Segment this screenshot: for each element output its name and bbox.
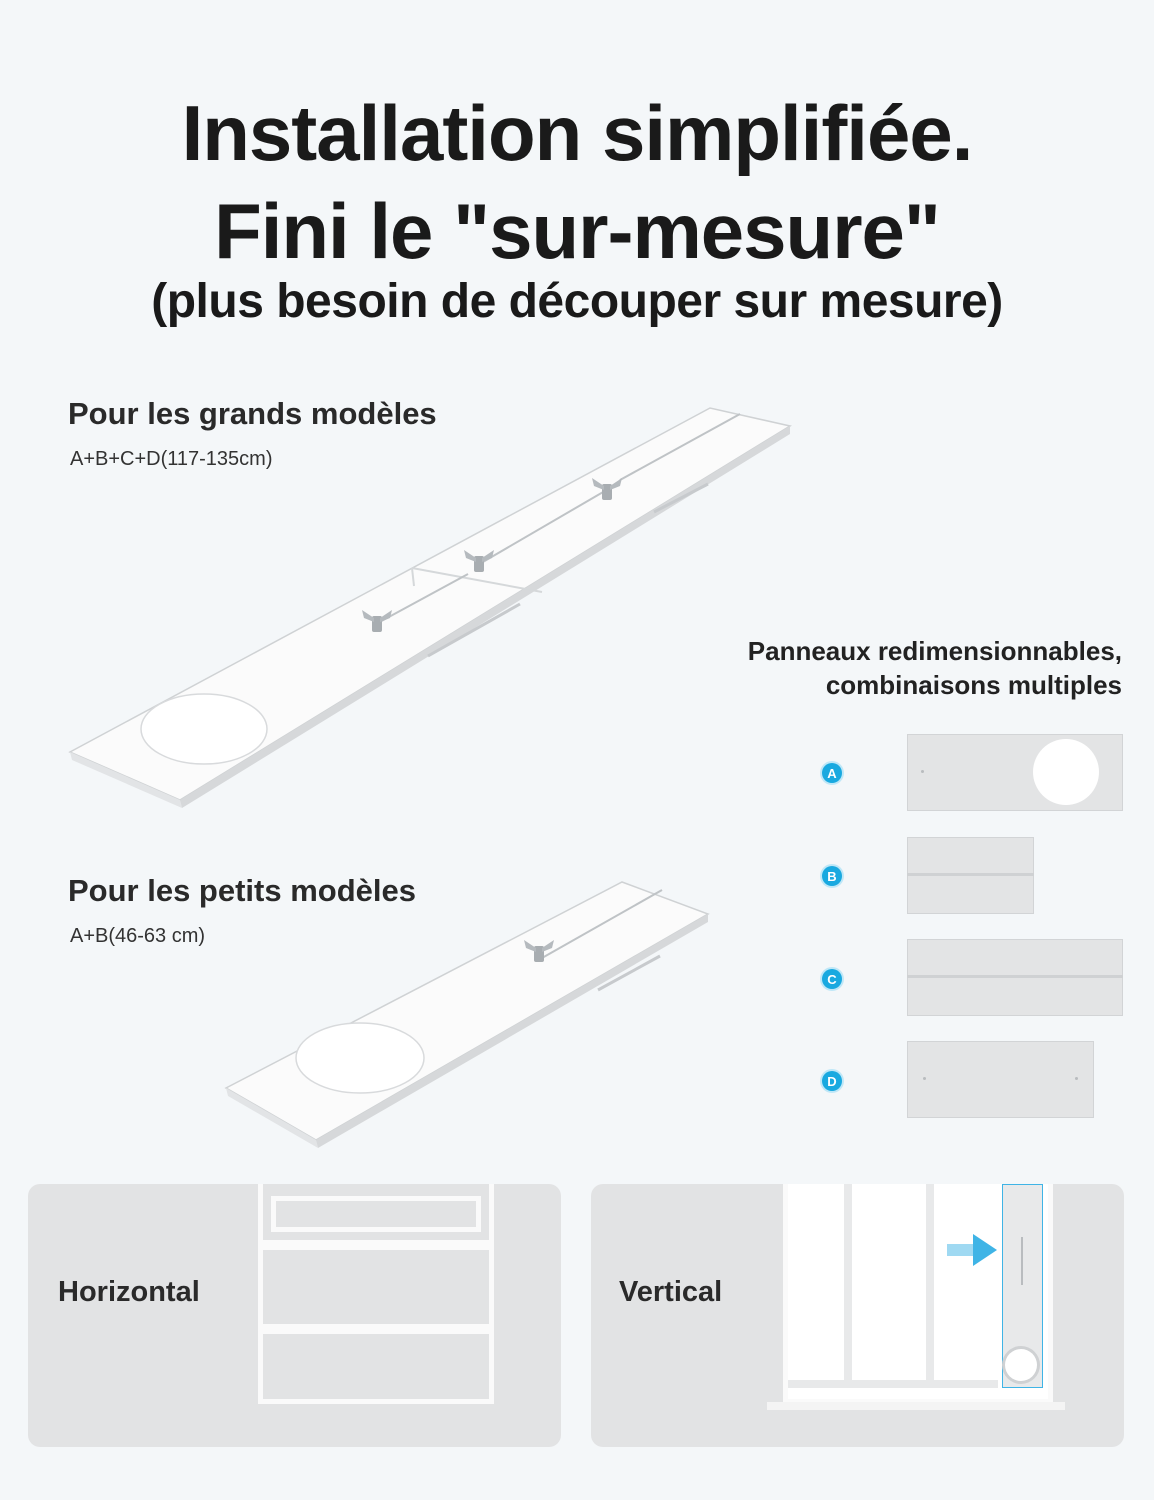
vent-hole-icon	[1005, 1349, 1037, 1381]
right-arrow-icon	[947, 1232, 999, 1268]
panel-c-badge: C	[822, 969, 842, 989]
headline-line-3: (plus besoin de découper sur mesure)	[151, 275, 1003, 328]
panels-caption-line-1: Panneaux redimensionnables,	[747, 636, 1122, 666]
small-models-subtitle: A+B(46-63 cm)	[70, 925, 206, 947]
window-rail	[263, 1324, 489, 1334]
window-sill	[767, 1402, 1065, 1410]
window-mullion	[844, 1184, 852, 1384]
window-rail	[263, 1240, 489, 1250]
small-models-title: Pour les petits modèles	[68, 873, 416, 908]
vertical-panel-highlight	[1002, 1184, 1043, 1388]
slide-groove	[1021, 1237, 1023, 1285]
vertical-install-card	[591, 1184, 1124, 1447]
window-sash	[271, 1196, 481, 1232]
wing-nut-icon	[522, 936, 556, 966]
headline-line-1: Installation simplifiée.	[181, 89, 973, 177]
panel-d-badge: D	[822, 1071, 842, 1091]
window-rail	[788, 1380, 998, 1388]
panels-caption-line-2: combinaisons multiples	[825, 670, 1122, 700]
window-frame	[258, 1184, 494, 1404]
horizontal-label: Horizontal	[58, 1276, 200, 1308]
window-mullion	[926, 1184, 934, 1384]
large-models-subtitle: A+B+C+D(117-135cm)	[70, 448, 273, 470]
horizontal-install-card	[28, 1184, 561, 1447]
large-models-title: Pour les grands modèles	[68, 396, 437, 431]
vertical-label: Vertical	[619, 1276, 723, 1308]
headline-line-2: Fini le "sur-mesure"	[214, 187, 940, 275]
panel-a-badge: A	[822, 763, 842, 783]
panel-b-badge: B	[822, 866, 842, 886]
